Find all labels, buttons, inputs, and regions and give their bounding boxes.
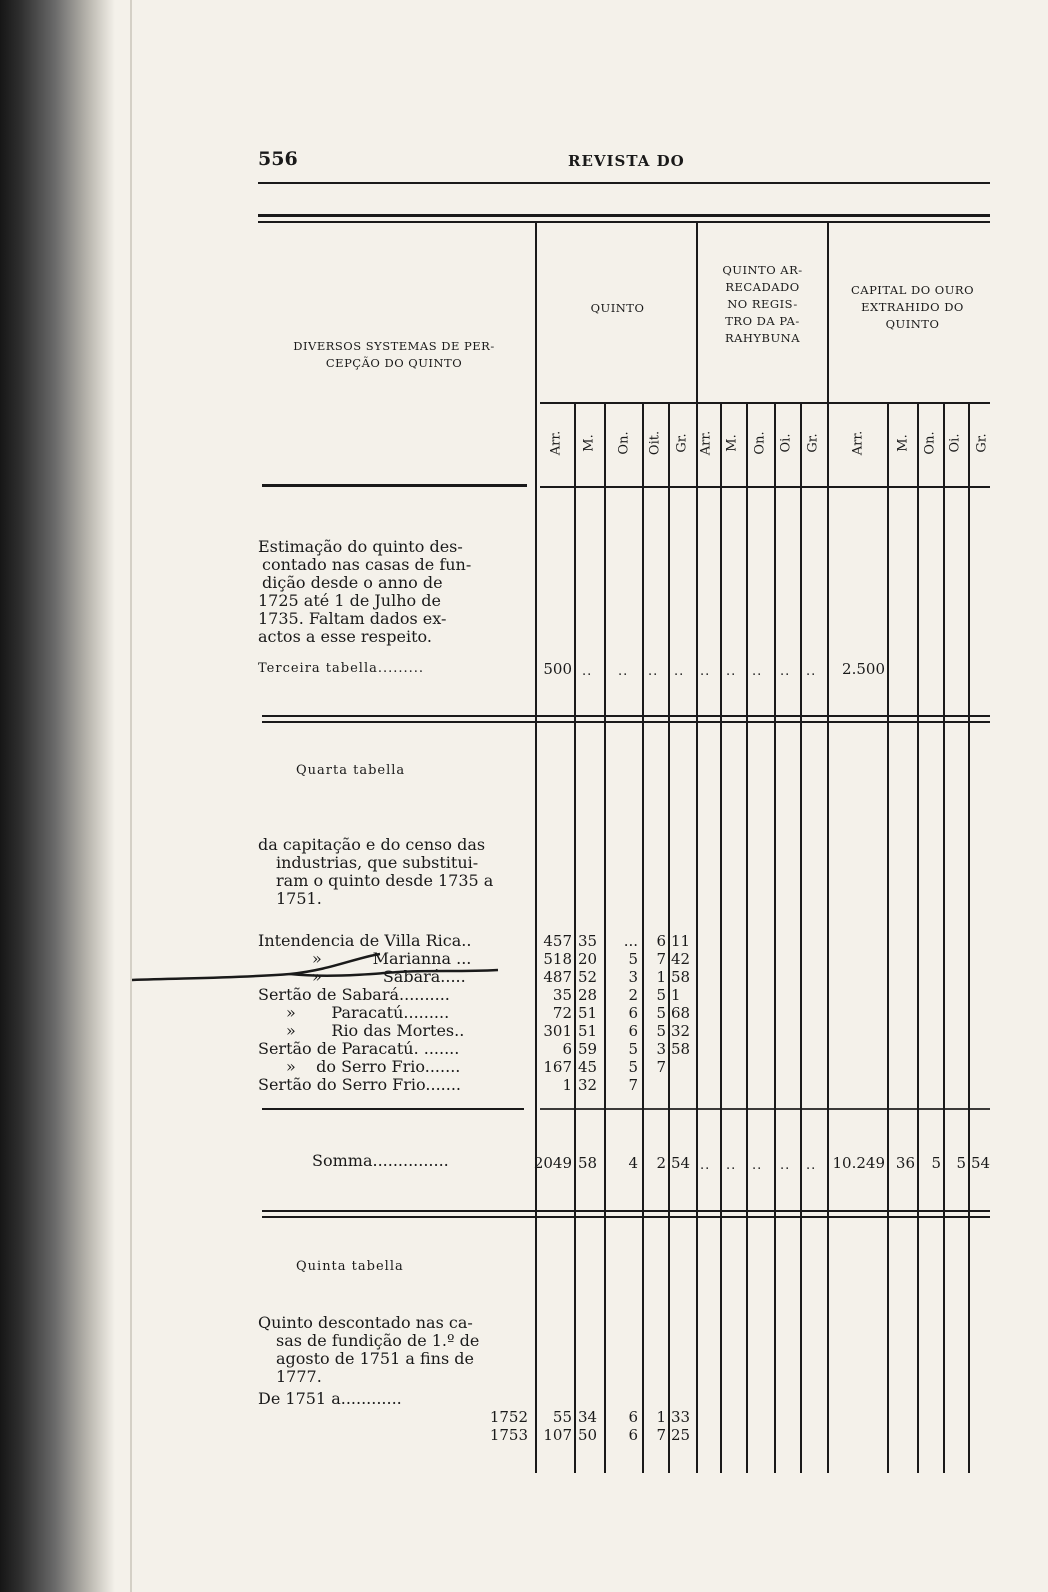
subcol-header: M. <box>581 434 597 452</box>
page-number: 556 <box>258 148 298 170</box>
column-rule-group <box>696 223 698 1473</box>
subcol-header: Arr. <box>850 430 866 456</box>
dots: .. <box>780 664 791 679</box>
section-double-rule <box>262 721 990 723</box>
table-row-label: Sertão de Sabará.......... <box>258 985 450 1004</box>
subcol-header: Gr. <box>805 433 821 453</box>
column-rule <box>943 404 945 1473</box>
col-quinto-m: 34 50 <box>578 1408 598 1444</box>
dots: .. <box>674 664 685 679</box>
dots: .. <box>806 1158 817 1173</box>
table-row-label: » Rio das Mortes.. <box>286 1021 465 1040</box>
table-row-label: » do Serro Frio....... <box>286 1057 461 1076</box>
dots: .. <box>726 1158 737 1173</box>
header-rule <box>258 182 990 184</box>
dots: .. <box>700 1158 711 1173</box>
somma-rule <box>540 1108 990 1110</box>
section4-description: da capitação e do censo das industrias, que substitui- ram o quinto desde 1735 a 1751. <box>258 835 494 908</box>
column-rule <box>968 404 970 1473</box>
table-row-label: » Sabará..... <box>312 967 466 986</box>
subcol-header: Gr. <box>974 433 990 453</box>
column-rule <box>800 404 802 1473</box>
section3-description: Estimação do quinto des- contado nas casas de fun- dição desde o anno de 1725 até 1 de Julho de 1735. Faltam dados ex- actos a esse respeito. <box>258 537 472 646</box>
table-top-rule-2 <box>258 221 990 223</box>
group-header-quinto: QUINTO <box>590 301 645 315</box>
stub-header: DIVERSOS SYSTEMAS DE PER- CEPÇÃO DO QUINTO <box>293 339 495 370</box>
section5-description: Quinto descontado nas ca- sas de fundição de 1.º de agosto de 1751 a fins de 1777. <box>258 1313 480 1386</box>
column-rule-group <box>827 223 829 1473</box>
subcol-header: M. <box>724 434 740 452</box>
dots: .. <box>726 664 737 679</box>
de-1751-label: De 1751 a............ <box>258 1389 402 1408</box>
col-quinto-oit: 1 7 <box>656 1408 666 1444</box>
col-quinto-m: 35 20 52 28 51 51 59 45 32 <box>578 932 598 1094</box>
handwritten-annotation <box>130 948 500 996</box>
subcol-header: On. <box>752 431 768 455</box>
somma-quinto-gr: 54 <box>671 1154 691 1172</box>
dots: .. <box>806 664 817 679</box>
subcol-header: On. <box>616 431 632 455</box>
column-rule <box>668 404 670 1473</box>
quarta-tabella-title: Quarta tabella <box>296 763 406 778</box>
quinta-tabella-title: Quinta tabella <box>296 1259 404 1274</box>
somma-capital-gr: 54 <box>971 1154 991 1172</box>
somma-quinto-m: 58 <box>578 1154 598 1172</box>
table-row-label: Sertão de Paracatú. ....... <box>258 1039 460 1058</box>
terceira-tabella-label: Terceira tabella......... <box>258 661 425 676</box>
section-double-rule <box>262 1216 990 1218</box>
col-quinto-gr: 11 42 58 1 68 32 58 <box>671 932 691 1058</box>
somma-quinto-arr: 2049 <box>533 1154 572 1172</box>
subcol-header: On. <box>922 431 938 455</box>
subcol-header: Oi. <box>778 433 794 453</box>
subcol-header-rule <box>540 486 990 488</box>
col-quinto-oit: 6 7 1 5 5 5 3 7 <box>656 932 666 1076</box>
table-row-label: Intendencia de Villa Rica.. <box>258 931 472 950</box>
section-double-rule <box>262 1210 990 1212</box>
table-top-rule <box>258 214 990 217</box>
dots: .. <box>700 664 711 679</box>
terceira-quinto-arr: 500 <box>543 660 572 678</box>
table-row-label: Sertão do Serro Frio....... <box>258 1075 461 1094</box>
column-rule <box>720 404 722 1473</box>
somma-quinto-oit: 2 <box>656 1154 666 1172</box>
group-header-rule <box>540 402 990 404</box>
col-quinto-gr: 33 25 <box>671 1408 691 1444</box>
column-rule <box>604 404 606 1473</box>
column-rule-stub <box>535 223 537 1473</box>
dots: .. <box>752 664 763 679</box>
col-year: 1752 1753 <box>489 1408 528 1444</box>
dots: .. <box>582 664 593 679</box>
binding-edge <box>130 0 132 1592</box>
column-rule <box>746 404 748 1473</box>
table-row-label: » Paracatú......... <box>286 1003 450 1022</box>
subcol-header: Oi. <box>947 433 963 453</box>
subcol-header: Gr. <box>674 433 690 453</box>
subcol-header: Oit. <box>647 430 663 456</box>
stub-header-rule <box>262 484 527 487</box>
dots: .. <box>780 1158 791 1173</box>
section-double-rule <box>262 715 990 717</box>
somma-rule <box>262 1108 524 1110</box>
subcol-header: M. <box>895 434 911 452</box>
somma-capital-on: 5 <box>931 1154 941 1172</box>
somma-capital-m: 36 <box>895 1154 915 1172</box>
somma-capital-arr: 10.249 <box>832 1154 885 1172</box>
somma-label: Somma............... <box>312 1151 449 1170</box>
col-quinto-arr: 457 518 487 35 72 301 6 167 1 <box>543 932 572 1094</box>
group-header-parahybuna: QUINTO AR- RECADADO NO REGIS- TRO DA PA- RAHYBUNA <box>722 263 803 345</box>
subcol-header: Arr. <box>698 430 714 456</box>
column-rule <box>774 404 776 1473</box>
col-quinto-on: ... 5 3 2 6 6 5 5 7 <box>623 932 638 1094</box>
somma-capital-oi: 5 <box>956 1154 966 1172</box>
col-quinto-arr: 55 107 <box>543 1408 572 1444</box>
running-title: REVISTA DO <box>568 152 685 170</box>
column-rule <box>917 404 919 1473</box>
subcol-header: Arr. <box>548 430 564 456</box>
dots: .. <box>752 1158 763 1173</box>
column-rule <box>574 404 576 1473</box>
book-binding-shadow <box>0 0 115 1592</box>
column-rule <box>887 404 889 1473</box>
group-header-capital: CAPITAL DO OURO EXTRAHIDO DO QUINTO <box>850 283 975 331</box>
table-row-label: » Marianna ... <box>312 949 472 968</box>
dots: .. <box>648 664 659 679</box>
section4-row-labels <box>258 914 471 1112</box>
dots: .. <box>618 664 629 679</box>
col-quinto-on: 6 6 <box>628 1408 638 1444</box>
terceira-capital-arr: 2.500 <box>842 660 885 678</box>
somma-quinto-on: 4 <box>628 1154 638 1172</box>
